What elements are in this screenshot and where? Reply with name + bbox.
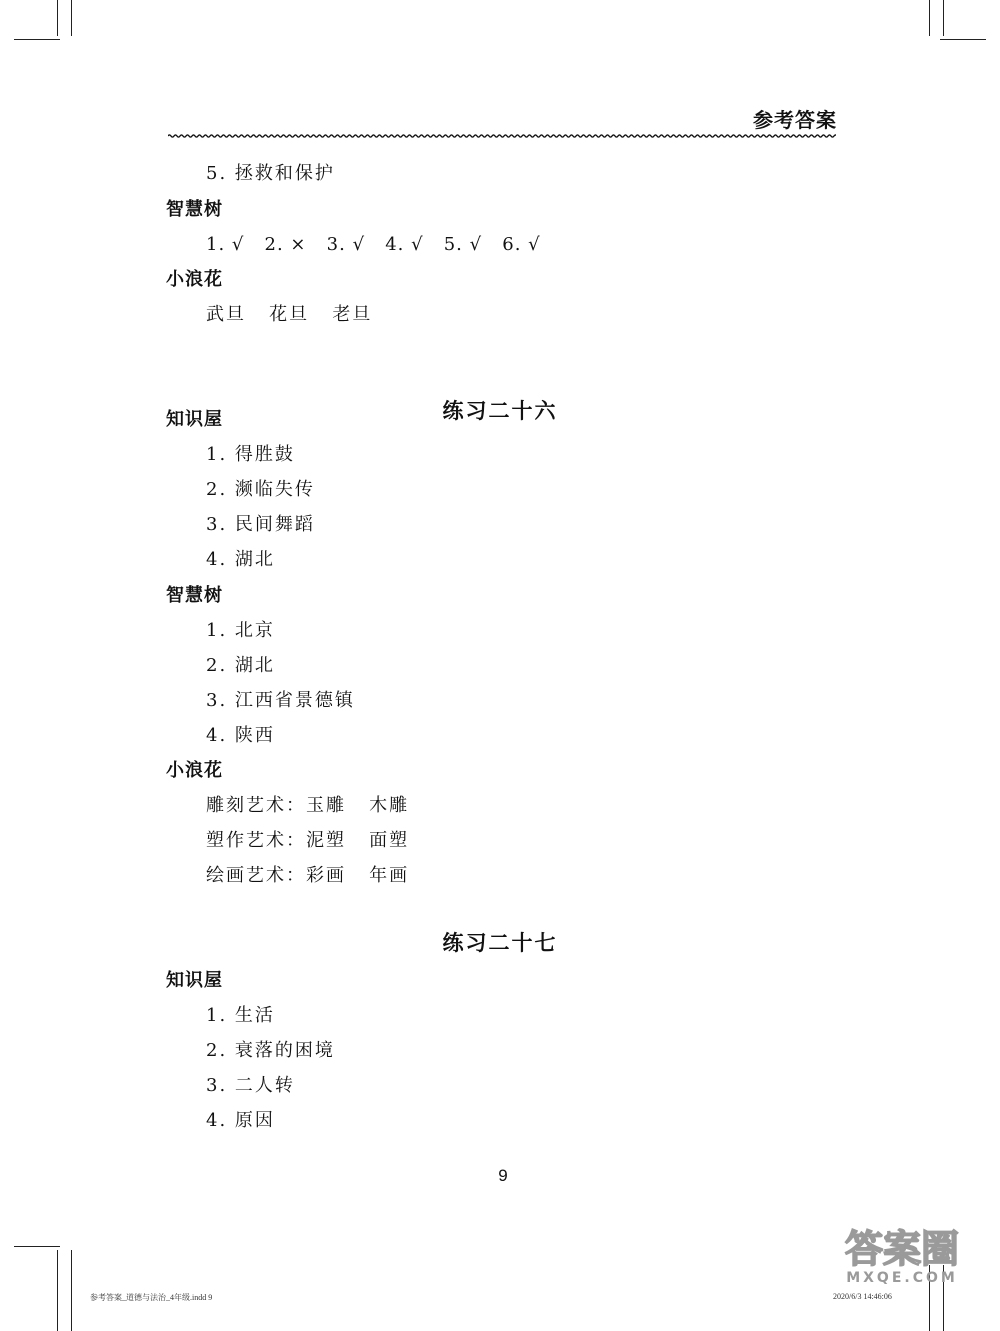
list-item: 4. 陕西 bbox=[206, 725, 275, 746]
crop-mark bbox=[57, 0, 58, 36]
crop-mark bbox=[929, 0, 930, 36]
list-item: 3. 江西省景德镇 bbox=[206, 690, 355, 711]
list-item: 4. 湖北 bbox=[206, 549, 275, 570]
crop-mark bbox=[940, 39, 986, 40]
exercise-title: 练习二十七 bbox=[442, 931, 558, 955]
section-label-zhishiwu: 知识屋 bbox=[166, 970, 223, 991]
watermark-logo bbox=[820, 1222, 985, 1288]
footer-file-name: 参考答案_道德与法治_4年级.indd 9 bbox=[90, 1293, 213, 1302]
section-label-zhihuishu: 智慧树 bbox=[166, 585, 223, 606]
crop-mark bbox=[943, 0, 944, 36]
list-item: 3. 二人转 bbox=[206, 1075, 295, 1096]
crop-mark bbox=[71, 1250, 72, 1331]
list-item: 4. 原因 bbox=[206, 1110, 275, 1131]
list-item: 绘画艺术：彩画 年画 bbox=[206, 865, 410, 886]
header-wavy-rule bbox=[168, 132, 836, 140]
list-item: 1. 生活 bbox=[206, 1005, 275, 1026]
list-item: 3. 民间舞蹈 bbox=[206, 514, 315, 535]
list-item: 塑作艺术：泥塑 面塑 bbox=[206, 830, 410, 851]
footer-timestamp: 2020/6/3 14:46:06 bbox=[833, 1292, 892, 1301]
page-number: 9 bbox=[498, 1166, 508, 1185]
section-label-xiaolanghua: 小浪花 bbox=[166, 760, 223, 781]
crop-mark bbox=[71, 0, 72, 36]
watermark-text: 答案圈 bbox=[844, 1227, 960, 1271]
watermark-subtext: MXQE.COM bbox=[846, 1270, 958, 1286]
list-item: 2. 濒临失传 bbox=[206, 479, 315, 500]
crop-mark bbox=[14, 39, 60, 40]
crop-mark bbox=[57, 1250, 58, 1331]
section-label-xiaolanghua: 小浪花 bbox=[166, 269, 223, 290]
exercise-title: 练习二十六 bbox=[442, 399, 558, 423]
section-label-zhishiwu: 知识屋 bbox=[166, 409, 223, 430]
answer-row: 武旦 花旦 老旦 bbox=[206, 304, 373, 325]
list-item: 1. 得胜鼓 bbox=[206, 444, 295, 465]
list-item: 雕刻艺术：玉雕 木雕 bbox=[206, 795, 410, 816]
list-item: 2. 湖北 bbox=[206, 655, 275, 676]
list-item: 5. 拯救和保护 bbox=[206, 163, 335, 184]
section-label-zhihuishu: 智慧树 bbox=[166, 199, 223, 220]
page-header-title: 参考答案 bbox=[753, 108, 837, 132]
answer-row: 1. √ 2. × 3. √ 4. √ 5. √ 6. √ bbox=[206, 234, 541, 255]
list-item: 2. 衰落的困境 bbox=[206, 1040, 335, 1061]
list-item: 1. 北京 bbox=[206, 620, 275, 641]
crop-mark bbox=[14, 1246, 60, 1247]
